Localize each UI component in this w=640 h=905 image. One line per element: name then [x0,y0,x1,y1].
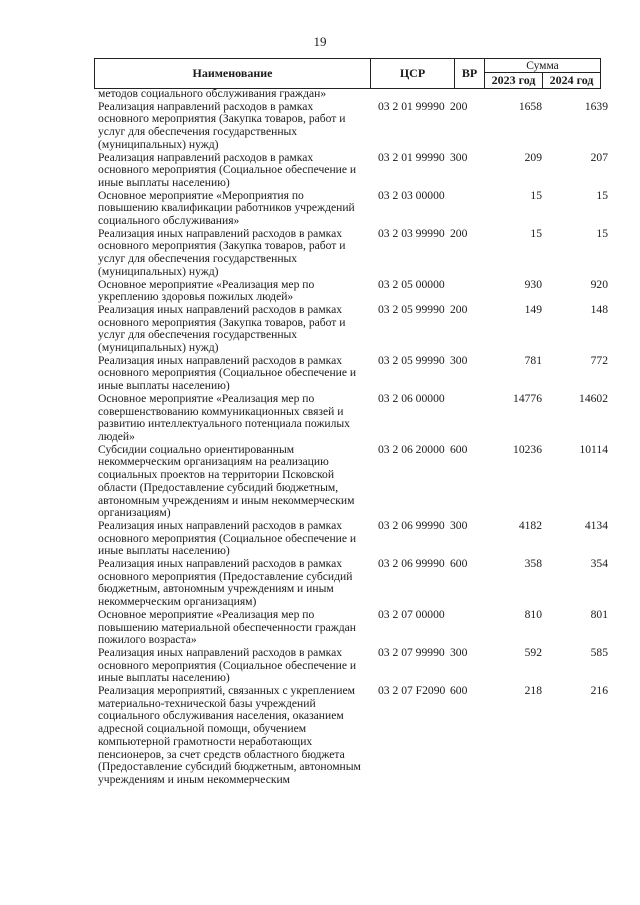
page-number: 19 [313,34,327,49]
row-sum-2024: 207 [590,150,608,164]
row-vr: 200 [450,302,468,316]
row-csr: 03 2 06 99990 [378,518,445,532]
header-year-2023: 2023 год [485,73,543,89]
row-csr: 03 2 03 00000 [378,188,445,202]
row-sum-2023: 218 [524,684,542,698]
table-row [94,190,610,228]
row-sum-2023: 930 [524,277,542,291]
header-sum: Сумма [485,59,601,73]
row-vr: 300 [450,150,468,164]
row-name: Реализация направлений расходов в рамках основного мероприятия (Социальное обеспечение и иные выплаты населению) [98,150,357,189]
row-name: Реализация иных направлений расходов в рамках основного мероприятия (Социальное обеспечение и иные выплаты населению) [98,353,357,393]
table-row [94,152,610,190]
row-vr: 200 [450,99,468,113]
row-sum-2023: 4182 [518,518,542,532]
row-sum-2024: 216 [590,684,608,698]
row-name: Субсидии социально ориентированным некоммерческим организациям на реализацию социальных проектов на территории Псковской области (Предоставление субсидий бюджетным, автономным учреждениям и иным некоммерческим организациям) [98,442,355,520]
row-sum-2024: 920 [590,277,608,291]
table-row [94,558,610,609]
row-sum-2024: 1639 [584,99,608,113]
row-name: Основное мероприятие «Реализация мер по укреплению здоровья пожилых людей» [98,277,315,304]
header-vr: ВР [455,59,485,89]
row-name: Основное мероприятие «Реализация мер по совершенствованию коммуникационных связей и развитию интеллектуального потенциала пожилых людей» [98,391,350,443]
row-sum-2023: 358 [524,557,542,571]
row-csr: 03 2 01 99990 [378,150,445,164]
table-row [94,444,610,520]
row-sum-2023: 810 [524,607,542,621]
header-name: Наименование [95,59,371,89]
row-name: Реализация иных направлений расходов в рамках основного мероприятия (Социальное обеспечение и иные выплаты населению) [98,518,357,558]
row-csr: 03 2 05 99990 [378,353,445,367]
row-name: Реализация направлений расходов в рамках основного мероприятия (Закупка товаров, работ и услуг для обеспечения государственных (муниципальных) нужд) [98,99,346,151]
table-body [94,88,610,787]
row-sum-2024: 801 [590,607,608,621]
row-vr: 600 [450,557,468,571]
row-sum-2024: 354 [590,557,608,571]
row-csr: 03 2 06 20000 [378,442,445,456]
row-sum-2024: 15 [596,226,608,240]
table-row [94,609,610,647]
row-vr: 300 [450,353,468,367]
table-row [94,647,610,685]
row-name: Реализация иных направлений расходов в рамках основного мероприятия (Закупка товаров, работ и услуг для обеспечения государственных (муниципальных) нужд) [98,226,346,278]
row-csr: 03 2 03 99990 [378,226,445,240]
row-csr: 03 2 07 00000 [378,607,445,621]
row-vr: 600 [450,684,468,698]
row-sum-2024: 14602 [579,391,608,405]
row-name: Реализация иных направлений расходов в рамках основного мероприятия (Закупка товаров, работ и услуг для обеспечения государственных (муниципальных) нужд) [98,302,346,355]
table-row [94,304,610,355]
row-sum-2023: 15 [530,188,542,202]
table-row [94,685,610,787]
row-sum-2024: 585 [590,645,608,659]
row-csr: 03 2 01 99990 [378,99,445,113]
table-header [94,58,601,89]
table-row [94,355,610,393]
row-vr: 600 [450,442,468,456]
header-year-2024: 2024 год [543,73,601,89]
row-sum-2023: 781 [524,353,542,367]
row-sum-2024: 772 [590,353,608,367]
table-row [94,88,610,101]
row-name: методов социального обслуживания граждан» [98,87,327,100]
row-csr: 03 2 06 00000 [378,391,445,405]
row-csr: 03 2 07 F2090 [378,684,446,698]
row-sum-2024: 15 [596,188,608,202]
table-row [94,393,610,444]
row-csr: 03 2 05 00000 [378,277,445,291]
row-name: Основное мероприятие «Реализация мер по повышению материальной обеспеченности граждан пожилого возраста» [98,607,356,647]
row-sum-2023: 15 [530,226,542,240]
row-sum-2024: 10114 [579,442,608,456]
row-sum-2023: 149 [524,302,542,316]
row-name: Основное мероприятие «Мероприятия по повышению квалификации работников учреждений социального обслуживания» [98,188,355,228]
row-sum-2023: 1658 [518,99,542,113]
row-sum-2024: 148 [590,302,608,316]
row-sum-2023: 209 [524,150,542,164]
row-vr: 200 [450,226,468,240]
header-csr: ЦСР [371,59,455,89]
row-name: Реализация иных направлений расходов в рамках основного мероприятия (Предоставление субсидий бюджетным, автономным учреждениям и иным некоммерческим организациям) [98,557,353,609]
row-name: Реализация иных направлений расходов в рамках основного мероприятия (Социальное обеспечение и иные выплаты населению) [98,645,357,685]
row-sum-2023: 10236 [513,442,542,456]
row-vr: 300 [450,645,468,659]
row-csr: 03 2 07 99990 [378,645,445,659]
row-sum-2023: 14776 [513,391,542,405]
row-sum-2023: 592 [524,645,542,659]
row-csr: 03 2 06 99990 [378,557,445,571]
table-row [94,228,610,279]
row-vr: 300 [450,518,468,532]
table-row [94,279,610,304]
table-row [94,101,610,152]
row-name: Реализация мероприятий, связанных с укреплением материально-технической базы учреждений социального обслуживания населения, оказанием адресной социальной помощи, обучением компьютерной грамотности неработающих пенсионеров, за счет средств областного бюджета (Предоставление субсидий бюджетным, автономным учреждениям и иным некоммерческим [98,684,361,786]
row-sum-2024: 4134 [584,518,608,532]
table-row [94,520,610,558]
row-csr: 03 2 05 99990 [378,302,445,316]
